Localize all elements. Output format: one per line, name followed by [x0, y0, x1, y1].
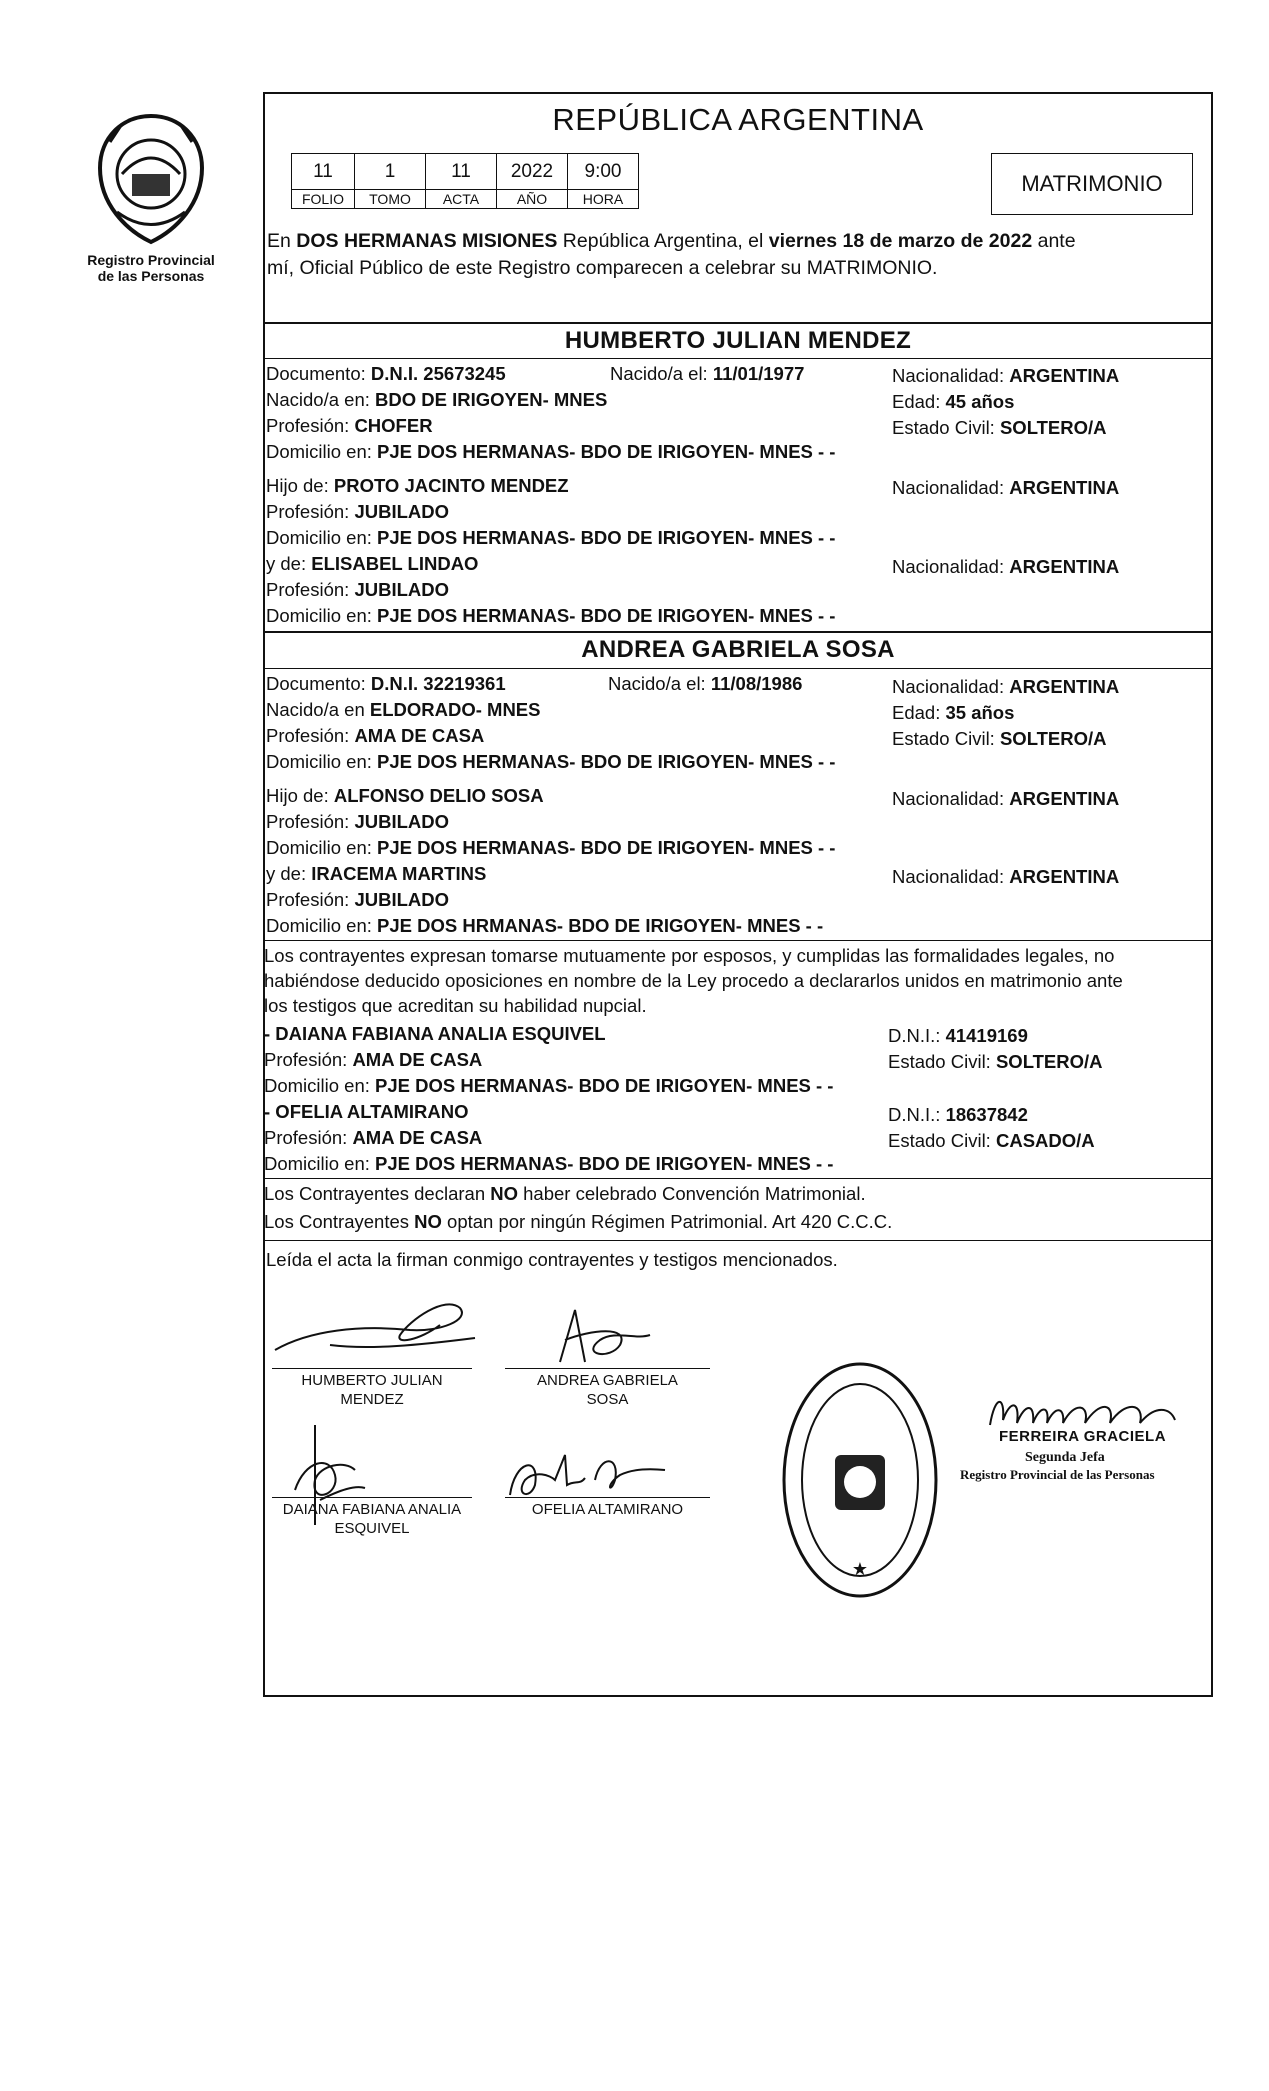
delegation-seal [780, 1360, 940, 1600]
folio-value: 11 [292, 154, 355, 190]
contrayente1-name: HUMBERTO JULIAN MENDEZ [564, 327, 912, 354]
value: CHOFER [354, 415, 433, 436]
value: PROTO JACINTO MENDEZ [333, 475, 569, 496]
label: Hijo de: [266, 475, 329, 496]
value: SOLTERO/A [999, 417, 1107, 438]
c2-mother-address [266, 914, 823, 938]
intro-place: DOS HERMANAS MISIONES [296, 230, 558, 252]
signature-andrea [540, 1300, 660, 1370]
c1-nationality [892, 364, 1119, 388]
contrayente2-name: ANDREA GABRIELA SOSA [581, 636, 895, 663]
value: JUBILADO [354, 579, 449, 600]
signature-line [272, 1368, 472, 1369]
value: PJE DOS HERMANAS- BDO DE IRIGOYEN- MNES - - [377, 837, 836, 858]
c1-mother-profession [266, 578, 449, 602]
label: Domicilio en: [266, 837, 372, 858]
c2-father-nationality [892, 787, 1119, 811]
value: PJE DOS HRMANAS- BDO DE IRIGOYEN- MNES - - [377, 915, 824, 936]
label: Profesión: [264, 1127, 348, 1148]
text: optan por ningún Régimen Patrimonial. Art 420 C.C.C. [441, 1211, 893, 1232]
c1-born-in [266, 388, 607, 412]
label: Profesión: [266, 415, 350, 436]
c1-mother [266, 552, 478, 576]
label: Profesión: [264, 1049, 348, 1070]
tomo-value: 1 [355, 154, 426, 190]
label: Profesión: [266, 501, 350, 522]
registry-table [291, 153, 639, 209]
value: IRACEMA MARTINS [311, 863, 487, 884]
act-type-box: MATRIMONIO [991, 153, 1193, 215]
value: - OFELIA ALTAMIRANO [264, 1101, 469, 1122]
label: Nacionalidad: [892, 365, 1005, 386]
value: JUBILADO [354, 889, 449, 910]
label: Estado Civil: [892, 417, 995, 438]
label: Domicilio en: [266, 751, 372, 772]
label: Domicilio en: [266, 915, 372, 936]
label-line: ESQUIVEL [334, 1520, 410, 1537]
witness2-civil-status [888, 1129, 1095, 1153]
c2-born-on [608, 672, 802, 696]
value: BDO DE IRIGOYEN- MNES [375, 389, 608, 410]
c1-born-on [610, 362, 804, 386]
intro-text: República Argentina, el [557, 230, 769, 252]
ano-value: 2022 [497, 154, 568, 190]
value: - DAIANA FABIANA ANALIA ESQUIVEL [264, 1023, 606, 1044]
divider [263, 358, 1213, 359]
value: PJE DOS HERMANAS- BDO DE IRIGOYEN- MNES - - [375, 1075, 834, 1096]
acta-label: ACTA [426, 190, 497, 209]
ano-label: AÑO [497, 190, 568, 209]
value: ARGENTINA [1009, 788, 1120, 809]
value: ARGENTINA [1009, 556, 1120, 577]
value: PJE DOS HERMANAS- BDO DE IRIGOYEN- MNES - - [377, 751, 836, 772]
label: Nacido/a en: [266, 389, 370, 410]
label: Documento: [266, 363, 366, 384]
svg-text:★: ★ [851, 1559, 869, 1579]
c1-age [892, 390, 1014, 414]
logo-caption [70, 252, 232, 284]
divider [263, 1240, 1213, 1241]
label: Estado Civil: [888, 1051, 991, 1072]
signature-label-humberto [272, 1371, 472, 1409]
c2-mother [266, 862, 486, 886]
acta-value: 11 [426, 154, 497, 190]
label: Profesión: [266, 579, 350, 600]
value: AMA DE CASA [352, 1127, 483, 1148]
c2-mother-nationality [892, 865, 1119, 889]
text: Los Contrayentes declaran [264, 1183, 491, 1204]
convention-line2 [264, 1210, 892, 1234]
value: 11/08/1986 [710, 673, 803, 694]
signature-line [272, 1497, 472, 1498]
label: Nacionalidad: [892, 556, 1005, 577]
value: D.N.I. 25673245 [370, 363, 506, 384]
signature-label-daiana [262, 1500, 482, 1538]
c2-nationality [892, 675, 1119, 699]
declaration-line3: los testigos que acreditan su habilidad nupcial. [264, 995, 647, 1016]
c1-address [266, 440, 835, 464]
official-role: Segunda Jefa [1025, 1450, 1105, 1465]
label: Nacido/a el: [608, 673, 706, 694]
value: SOLTERO/A [995, 1051, 1103, 1072]
label: Domicilio en: [264, 1153, 370, 1174]
c2-document [266, 672, 506, 696]
declaration-line2: habiéndose deducido oposiciones en nombre de la Ley procedo a declararlos unidos en matrimonio ante [264, 970, 1123, 991]
signature-humberto [270, 1290, 480, 1370]
label: Nacionalidad: [892, 477, 1005, 498]
value: 35 años [945, 702, 1015, 723]
value: PJE DOS HERMANAS- BDO DE IRIGOYEN- MNES - - [375, 1153, 834, 1174]
label-line: DAIANA FABIANA ANALIA [282, 1501, 462, 1518]
intro-text: En [267, 230, 297, 252]
c1-mother-address [266, 604, 835, 628]
page-title: REPÚBLICA ARGENTINA [552, 102, 924, 137]
divider [263, 668, 1213, 669]
c1-document [266, 362, 506, 386]
intro-date: viernes 18 de marzo de 2022 [768, 230, 1033, 252]
declaration-line1: Los contrayentes expresan tomarse mutuamente por esposos, y cumplidas las formalidades legales, no [264, 945, 1115, 966]
label: Nacionalidad: [892, 788, 1005, 809]
label: Profesión: [266, 889, 350, 910]
witness2-name [264, 1100, 469, 1124]
witness1-profession [264, 1048, 482, 1072]
c2-born-in [266, 698, 541, 722]
c1-mother-nationality [892, 555, 1119, 579]
signature-label-andrea [505, 1371, 710, 1409]
label: Nacionalidad: [892, 866, 1005, 887]
c1-civil-status [892, 416, 1107, 440]
value: D.N.I. 32219361 [370, 673, 506, 694]
label: Estado Civil: [888, 1130, 991, 1151]
label: Estado Civil: [892, 728, 995, 749]
official-name: FERREIRA GRACIELA [998, 1428, 1167, 1445]
hora-value: 9:00 [568, 154, 639, 190]
c2-age [892, 701, 1014, 725]
c1-profession [266, 414, 433, 438]
value: ALFONSO DELIO SOSA [333, 785, 544, 806]
c2-civil-status [892, 727, 1107, 751]
hora-label: HORA [568, 190, 639, 209]
witness1-dni [888, 1024, 1028, 1048]
label: y de: [266, 863, 307, 884]
value: SOLTERO/A [999, 728, 1107, 749]
value: JUBILADO [354, 811, 449, 832]
value: 18637842 [945, 1104, 1028, 1125]
label: Profesión: [266, 811, 350, 832]
value: 11/01/1977 [712, 363, 805, 384]
value: PJE DOS HERMANAS- BDO DE IRIGOYEN- MNES - - [377, 441, 836, 462]
label: Domicilio en: [266, 527, 372, 548]
witness2-dni [888, 1103, 1028, 1127]
value: JUBILADO [354, 501, 449, 522]
c1-father-address [266, 526, 835, 550]
value: ARGENTINA [1009, 477, 1120, 498]
label-line: OFELIA ALTAMIRANO [531, 1501, 684, 1518]
value: AMA DE CASA [354, 725, 485, 746]
misiones-emblem-logo [92, 112, 210, 247]
convention-line1 [264, 1182, 866, 1206]
label-line: ANDREA GABRIELA [537, 1372, 678, 1389]
label: Domicilio en: [266, 441, 372, 462]
value: PJE DOS HERMANAS- BDO DE IRIGOYEN- MNES - - [377, 605, 836, 626]
label: Documento: [266, 673, 366, 694]
signature-line [505, 1368, 710, 1369]
value: PJE DOS HERMANAS- BDO DE IRIGOYEN- MNES - - [377, 527, 836, 548]
label-line: HUMBERTO JULIAN [301, 1372, 443, 1389]
witness1-civil-status [888, 1050, 1103, 1074]
value: ARGENTINA [1009, 866, 1120, 887]
label: Nacido/a el: [610, 363, 708, 384]
closing-text: Leída el acta la firman conmigo contrayentes y testigos mencionados. [266, 1249, 838, 1270]
tomo-label: TOMO [355, 190, 426, 209]
intro-line2: mí, Oficial Público de este Registro comparecen a celebrar su MATRIMONIO. [267, 257, 938, 279]
official-org: Registro Provincial de las Personas [960, 1467, 1155, 1482]
label: y de: [266, 553, 307, 574]
value: ELDORADO- MNES [369, 699, 541, 720]
c2-profession [266, 724, 484, 748]
emphasis: NO [490, 1183, 518, 1204]
witness1-name [264, 1022, 606, 1046]
divider [263, 940, 1213, 941]
text: haber celebrado Convención Matrimonial. [518, 1183, 866, 1204]
c1-father [266, 474, 569, 498]
c2-father-profession [266, 810, 449, 834]
intro-line1 [267, 229, 1076, 253]
label: Nacionalidad: [892, 676, 1005, 697]
c1-father-nationality [892, 476, 1119, 500]
label-line: MENDEZ [340, 1391, 404, 1408]
witness1-address [264, 1074, 833, 1098]
label: Hijo de: [266, 785, 329, 806]
logo-caption-line1: Registro Provincial [87, 252, 215, 268]
value: ELISABEL LINDAO [311, 553, 479, 574]
label: Profesión: [266, 725, 350, 746]
witness2-profession [264, 1126, 482, 1150]
label: D.N.I.: [888, 1025, 941, 1046]
label: Domicilio en: [264, 1075, 370, 1096]
signature-line [505, 1497, 710, 1498]
label-line: SOSA [586, 1391, 629, 1408]
label: Edad: [892, 702, 941, 723]
intro-text: ante [1032, 230, 1076, 252]
label: Edad: [892, 391, 941, 412]
witness2-address [264, 1152, 833, 1176]
logo-caption-line2: de las Personas [97, 268, 205, 284]
c1-father-profession [266, 500, 449, 524]
value: CASADO/A [995, 1130, 1095, 1151]
label: Domicilio en: [266, 605, 372, 626]
emphasis: NO [414, 1211, 442, 1232]
label: D.N.I.: [888, 1104, 941, 1125]
divider [263, 1178, 1213, 1179]
divider [263, 322, 1213, 324]
signature-label-ofelia [505, 1500, 710, 1519]
value: 45 años [945, 391, 1015, 412]
c2-father-address [266, 836, 835, 860]
text: Los Contrayentes [264, 1211, 415, 1232]
c2-father [266, 784, 544, 808]
divider [263, 631, 1213, 633]
label: Nacido/a en [266, 699, 365, 720]
value: 41419169 [945, 1025, 1028, 1046]
c2-mother-profession [266, 888, 449, 912]
value: ARGENTINA [1009, 676, 1120, 697]
folio-label: FOLIO [292, 190, 355, 209]
value: AMA DE CASA [352, 1049, 483, 1070]
c2-address [266, 750, 835, 774]
value: ARGENTINA [1009, 365, 1120, 386]
